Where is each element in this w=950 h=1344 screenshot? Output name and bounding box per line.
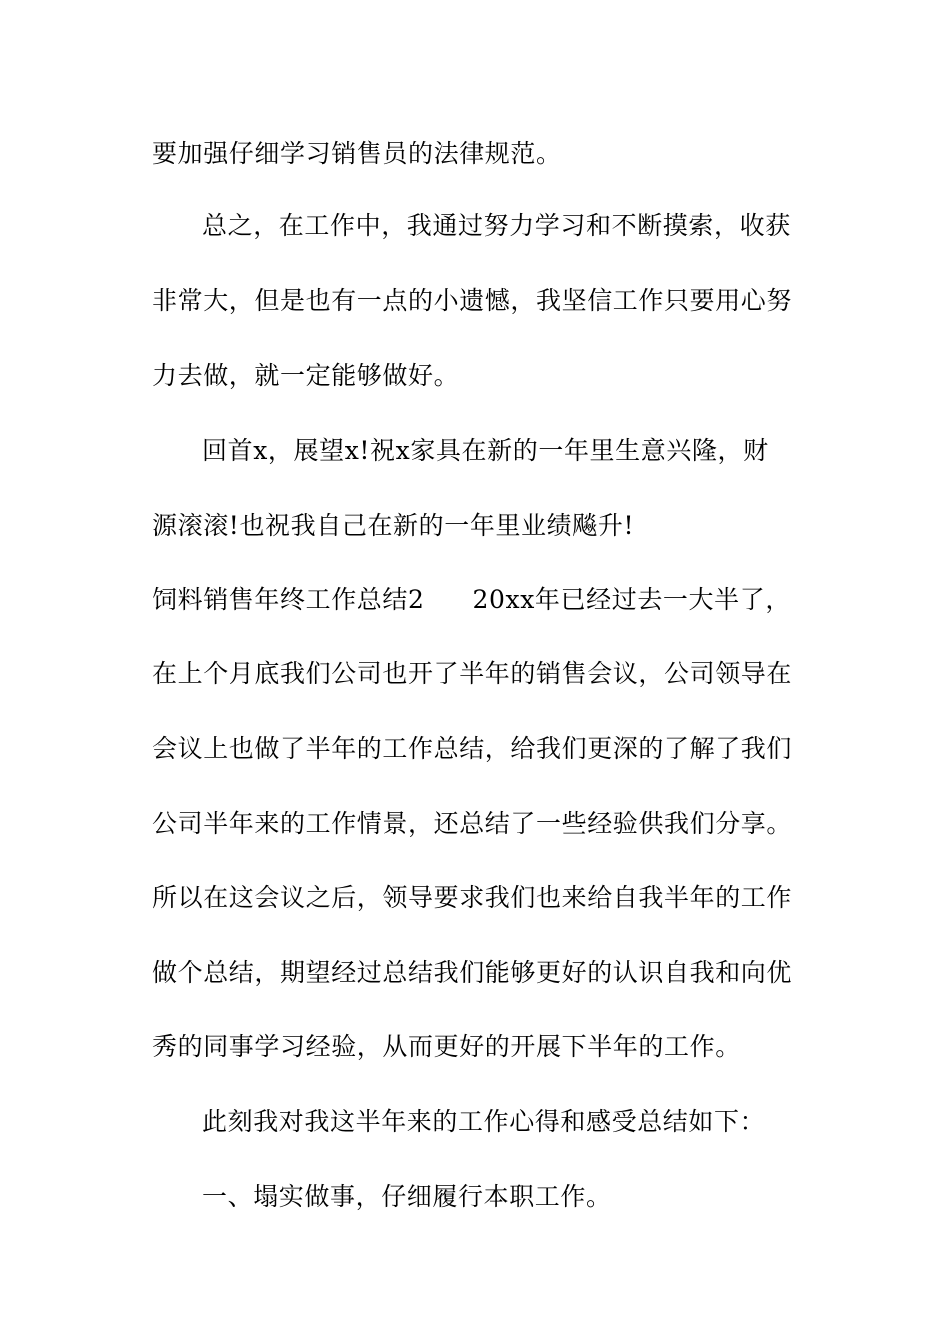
list-item-heading: 一、塌实做事，仔细履行本职工作。 — [202, 1182, 612, 1211]
text-line: 所以在这会议之后，领导要求我们也来给自我半年的工作 — [152, 883, 793, 912]
paragraph-first-line: 此刻我对我这半年来的工作心得和感受总结如下： — [202, 1107, 766, 1136]
text-line: 非常大，但是也有一点的小遗憾，我坚信工作只要用心努 — [152, 286, 793, 315]
text-line: 源滚滚!也祝我自己在新的一年里业绩飚升! — [152, 511, 635, 540]
text-line: 会议上也做了半年的工作总结，给我们更深的了解了我们 — [152, 734, 793, 763]
text-line: 做个总结，期望经过总结我们能够更好的认识自我和向优 — [152, 958, 793, 987]
paragraph-first-line: 回首x，展望x!祝x家具在新的一年里生意兴隆，财 — [202, 436, 769, 465]
section-heading-title: 饲料销售年终工作总结2 — [152, 585, 425, 614]
section-heading-continuation: 20xx年已经过去一大半了， — [472, 585, 791, 614]
text-line: 秀的同事学习经验，从而更好的开展下半年的工作。 — [152, 1032, 741, 1061]
text-line: 公司半年来的工作情景，还总结了一些经验供我们分享。 — [152, 809, 793, 838]
text-line: 力去做，就一定能够做好。 — [152, 361, 460, 390]
text-line: 要加强仔细学习销售员的法律规范。 — [152, 139, 562, 168]
section-heading-line — [152, 584, 802, 616]
text-line: 在上个月底我们公司也开了半年的销售会议，公司领导在 — [152, 659, 793, 688]
paragraph-first-line: 总之，在工作中，我通过努力学习和不断摸索，收获 — [202, 211, 791, 240]
